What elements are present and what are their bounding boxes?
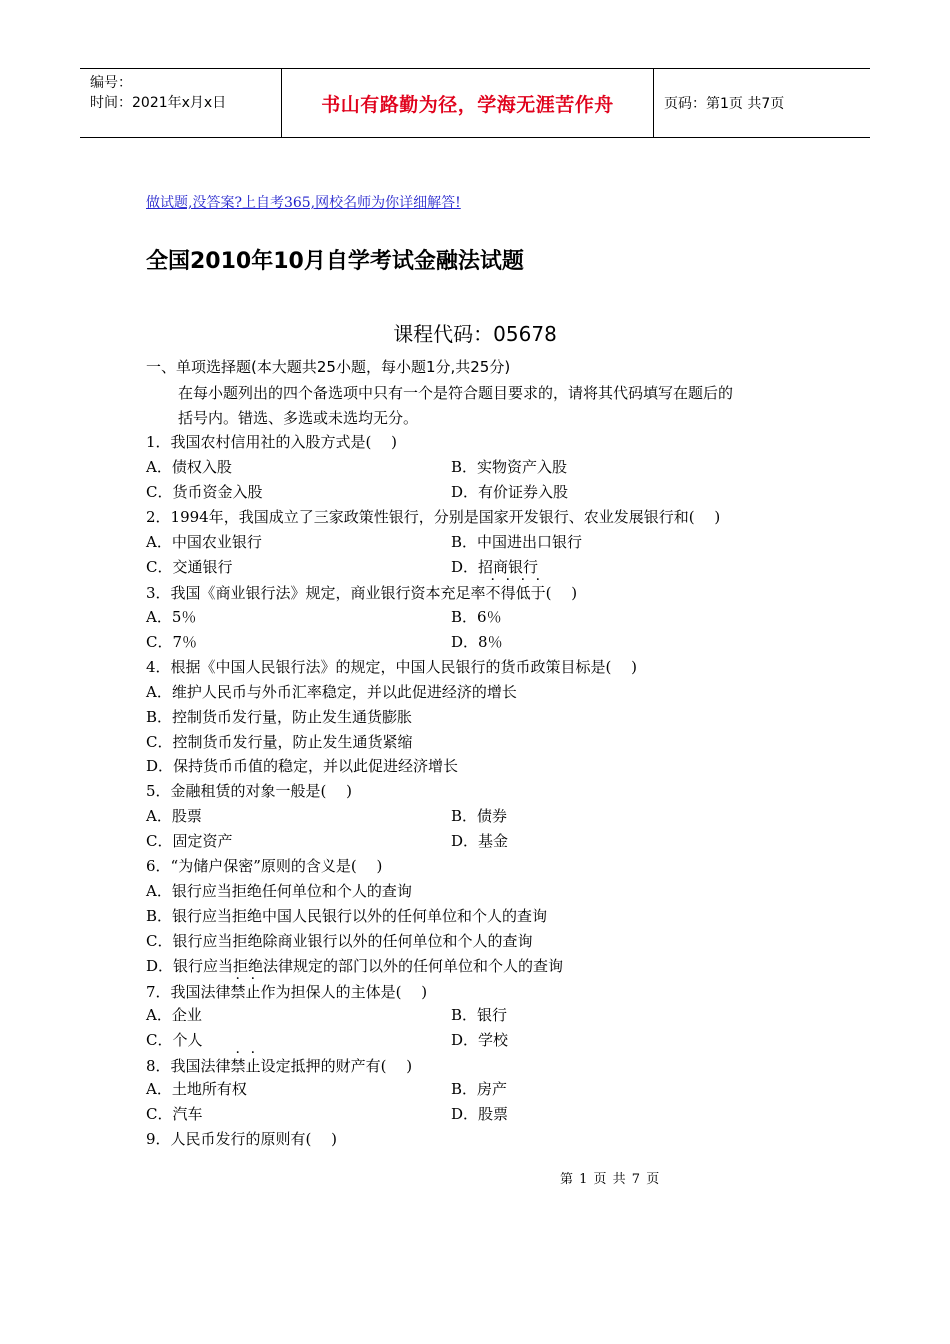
question-9: 9．人民币发行的原则有( ) <box>146 1130 338 1148</box>
time-label: 时间：2021年x月x日 <box>90 95 227 111</box>
course-code: 课程代码：05678 <box>393 322 557 346</box>
q7-text-after: 作为担保人的主体是( ) <box>260 983 428 1001</box>
question-6: 6．“为储户保密”原则的含义是( ) <box>146 857 383 875</box>
q1-option-a: A．债权入股 <box>146 458 232 476</box>
question-4: 4．根据《中国人民银行法》的规定，中国人民银行的货币政策目标是( ) <box>146 658 638 676</box>
q3-option-c: C．7％ <box>146 633 198 651</box>
emphasis-char: 不 <box>485 584 501 602</box>
q1-option-b: B．实物资产入股 <box>451 458 568 476</box>
q7-option-d: D．学校 <box>451 1031 509 1049</box>
q5-option-d: D．基金 <box>451 832 509 850</box>
emphasis-char: 禁 <box>230 983 246 1001</box>
question-7 <box>146 981 427 1002</box>
question-8 <box>146 1055 412 1076</box>
header-motto <box>282 69 654 137</box>
page-header <box>80 68 870 138</box>
q2-option-d: D．招商银行 <box>451 558 539 576</box>
emphasis-char: 止 <box>245 983 261 1001</box>
q8-option-a: A．土地所有权 <box>146 1080 247 1098</box>
q3-emphasis <box>486 584 546 602</box>
emphasis-char: 于 <box>530 584 546 602</box>
q1-option-d: D．有价证券入股 <box>451 483 569 501</box>
header-meta <box>80 69 282 137</box>
emphasis-char: 得 <box>500 584 516 602</box>
promo-link[interactable]: 做试题,没答案?上自考365,网校名师为你详细解答! <box>146 195 461 211</box>
q4-option-d: D．保持货币币值的稳定，并以此促进经济增长 <box>146 757 459 775</box>
q7-emphasis <box>231 983 261 1001</box>
q7-option-b: B．银行 <box>451 1006 508 1024</box>
q4-option-b: B．控制货币发行量，防止发生通货膨胀 <box>146 708 413 726</box>
q2-option-a: A．中国农业银行 <box>146 533 262 551</box>
section-heading: 一、单项选择题(本大题共25小题，每小题1分,共25分) <box>146 358 511 376</box>
question-2: 2．1994年，我国成立了三家政策性银行，分别是国家开发银行、农业发展银行和( ) <box>146 508 721 526</box>
q3-option-d: D．8％ <box>451 633 503 651</box>
q6-option-a: A．银行应当拒绝任何单位和个人的查询 <box>146 882 412 900</box>
q7-option-a: A．企业 <box>146 1006 202 1024</box>
question-1: 1．我国农村信用社的入股方式是( ) <box>146 433 398 451</box>
q8-emphasis <box>231 1057 261 1075</box>
emphasis-char: 止 <box>245 1057 261 1075</box>
emphasis-char: 禁 <box>230 1057 246 1075</box>
q6-option-b: B．银行应当拒绝中国人民银行以外的任何单位和个人的查询 <box>146 907 548 925</box>
q5-option-c: C．固定资产 <box>146 832 233 850</box>
q2-option-b: B．中国进出口银行 <box>451 533 583 551</box>
q8-option-c: C．汽车 <box>146 1105 203 1123</box>
number-label: 编号： <box>90 75 132 91</box>
q5-option-a: A．股票 <box>146 807 202 825</box>
header-page-info: 页码：第1页 共7页 <box>664 96 785 112</box>
instruction-line-2: 括号内。错选、多选或未选均无分。 <box>178 409 419 427</box>
q4-option-a: A．维护人民币与外币汇率稳定，并以此促进经济的增长 <box>146 683 517 701</box>
motto-text: 书山有路勤为径，学海无涯苦作舟 <box>321 93 614 116</box>
question-3 <box>146 582 577 603</box>
q7-option-c: C．个人 <box>146 1031 203 1049</box>
emphasis-char: 低 <box>515 584 531 602</box>
q3-option-a: A．5％ <box>146 608 197 626</box>
q7-text-before: 7．我国法律 <box>146 983 231 1001</box>
exam-title: 全国2010年10月自学考试金融法试题 <box>146 249 524 274</box>
q8-option-d: D．股票 <box>451 1105 509 1123</box>
q3-text-after: ( ) <box>545 584 578 602</box>
instruction-line-1: 在每小题列出的四个备选项中只有一个是符合题目要求的，请将其代码填写在题后的 <box>178 384 734 402</box>
q4-option-c: C．控制货币发行量，防止发生通货紧缩 <box>146 733 413 751</box>
q2-option-c: C．交通银行 <box>146 558 233 576</box>
question-5: 5．金融租赁的对象一般是( ) <box>146 782 353 800</box>
q6-option-d: D．银行应当拒绝法律规定的部门以外的任何单位和个人的查询 <box>146 957 564 975</box>
q6-option-c: C．银行应当拒绝除商业银行以外的任何单位和个人的查询 <box>146 932 533 950</box>
q8-option-b: B．房产 <box>451 1080 508 1098</box>
q3-option-b: B．6％ <box>451 608 502 626</box>
q5-option-b: B．债券 <box>451 807 508 825</box>
q8-text-before: 8．我国法律 <box>146 1057 231 1075</box>
q8-text-after: 设定抵押的财产有( ) <box>260 1057 413 1075</box>
q1-option-c: C．货币资金入股 <box>146 483 263 501</box>
page-footer: 第 1 页 共 7 页 <box>560 1172 661 1187</box>
q3-text-before: 3．我国《商业银行法》规定，商业银行资本充足率 <box>146 584 486 602</box>
